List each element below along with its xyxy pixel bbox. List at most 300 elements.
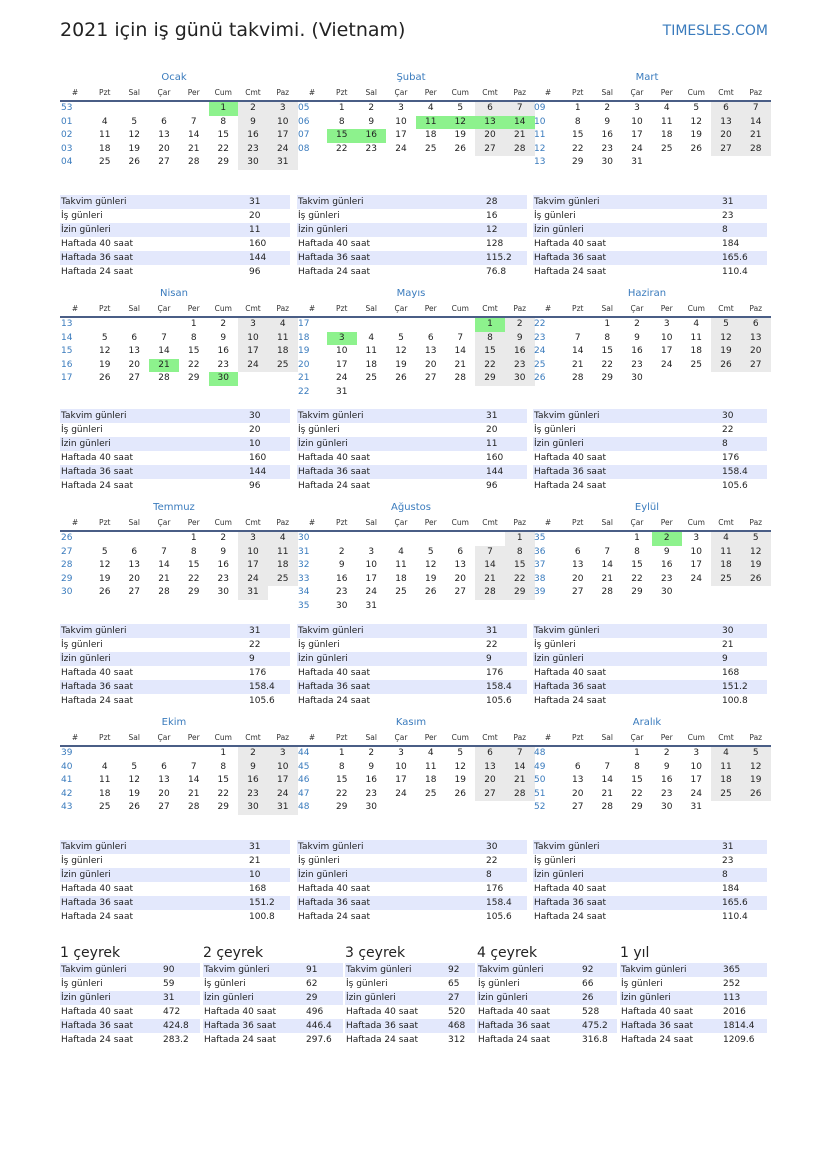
stats-label: Takvim günleri bbox=[534, 197, 600, 207]
day-cell bbox=[563, 318, 593, 332]
day-cell bbox=[505, 801, 535, 815]
stats-row bbox=[533, 680, 767, 694]
week-number: 35 bbox=[534, 533, 546, 543]
stats-label: Takvim günleri bbox=[298, 197, 364, 207]
day-cell: 3 bbox=[398, 748, 404, 758]
stats-label: Haftada 40 saat bbox=[61, 668, 133, 678]
day-cell: 28 bbox=[601, 802, 613, 812]
week-number: 17 bbox=[298, 319, 310, 329]
week-number: 46 bbox=[298, 775, 310, 785]
month-name: Mart bbox=[635, 72, 659, 83]
day-cell: 5 bbox=[693, 103, 700, 113]
stats-label: İş günleri bbox=[61, 211, 103, 221]
day-cell: 25 bbox=[99, 802, 111, 812]
day-cell: 11 bbox=[268, 546, 298, 560]
day-cell: 25 bbox=[711, 573, 741, 587]
stats-label: Takvim günleri bbox=[478, 965, 544, 975]
stats-value: 20 bbox=[486, 425, 498, 435]
stats-label: İzin günleri bbox=[61, 654, 111, 664]
weekday-header: Paz bbox=[749, 304, 763, 313]
day-cell: 6 bbox=[161, 116, 167, 127]
stats-label: Haftada 40 saat bbox=[346, 1007, 418, 1017]
stats-label: İzin günleri bbox=[534, 654, 584, 664]
day-cell bbox=[120, 102, 150, 116]
week-number: 14 bbox=[61, 332, 73, 343]
month-name: Haziran bbox=[627, 288, 667, 299]
month-stats-table bbox=[533, 195, 767, 279]
stats-value: 1209.6 bbox=[723, 1035, 755, 1045]
day-cell: 7 bbox=[161, 546, 167, 557]
day-cell: 7 bbox=[457, 332, 464, 343]
weekday-header: Paz bbox=[513, 518, 527, 527]
stats-value: 184 bbox=[722, 239, 740, 249]
day-cell: 13 bbox=[454, 560, 466, 570]
day-cell: 9 bbox=[338, 560, 345, 570]
day-cell: 27 bbox=[475, 143, 505, 157]
day-cell: 21 bbox=[149, 359, 179, 373]
day-cell: 26 bbox=[454, 143, 466, 154]
week-number: 12 bbox=[534, 143, 546, 154]
stats-row bbox=[60, 1005, 200, 1019]
weekday-header: Pzt bbox=[99, 518, 111, 527]
stats-value: 23 bbox=[722, 856, 734, 866]
week-number: 34 bbox=[298, 587, 310, 597]
week-number: 11 bbox=[534, 130, 546, 140]
day-cell: 17 bbox=[395, 775, 407, 785]
month-stats-table bbox=[297, 195, 527, 279]
day-cell bbox=[357, 386, 387, 400]
stats-value: 65 bbox=[448, 979, 460, 989]
stats-label: İzin günleri bbox=[298, 439, 348, 449]
day-cell: 28 bbox=[601, 587, 613, 597]
summary-table bbox=[477, 963, 617, 1047]
stats-row bbox=[297, 265, 527, 279]
stats-label: Haftada 40 saat bbox=[298, 668, 370, 678]
day-cell: 23 bbox=[217, 359, 229, 370]
stats-label: Haftada 36 saat bbox=[534, 682, 606, 692]
stats-label: Takvim günleri bbox=[61, 965, 127, 975]
day-cell: 12 bbox=[711, 332, 741, 346]
day-cell: 20 bbox=[454, 573, 466, 584]
day-cell: 10 bbox=[365, 560, 377, 570]
stats-label: Haftada 40 saat bbox=[298, 453, 370, 463]
day-cell: 12 bbox=[741, 546, 771, 560]
weekday-header: Sal bbox=[128, 88, 140, 97]
weekday-header: Pzt bbox=[336, 88, 348, 97]
stats-row bbox=[60, 624, 290, 638]
summary-title: 2 çeyrek bbox=[203, 945, 264, 961]
day-cell: 9 bbox=[634, 332, 640, 343]
stats-value: 312 bbox=[448, 1035, 466, 1045]
day-cell: 13 bbox=[128, 346, 140, 356]
stats-row bbox=[297, 437, 527, 451]
day-cell: 20 bbox=[128, 573, 140, 584]
day-cell bbox=[505, 600, 535, 614]
stats-row bbox=[203, 963, 343, 977]
stats-value: 165.6 bbox=[722, 253, 748, 263]
stats-value: 11 bbox=[486, 439, 498, 449]
day-cell: 30 bbox=[601, 157, 613, 167]
weekday-header: Cum bbox=[451, 518, 469, 527]
day-cell: 27 bbox=[425, 373, 437, 383]
weekday-header: Paz bbox=[749, 88, 763, 97]
stats-row bbox=[533, 910, 767, 924]
day-cell: 28 bbox=[741, 143, 771, 157]
day-cell: 4 bbox=[368, 332, 375, 343]
stats-label: Haftada 24 saat bbox=[298, 267, 370, 277]
day-cell: 26 bbox=[99, 373, 111, 383]
stats-value: 31 bbox=[722, 842, 734, 852]
weekday-header: Paz bbox=[749, 733, 763, 742]
stats-value: 158.4 bbox=[486, 682, 512, 692]
stats-label: Haftada 36 saat bbox=[204, 1021, 276, 1031]
stats-label: İş günleri bbox=[61, 425, 103, 435]
month-name: Ekim bbox=[161, 717, 187, 728]
stats-value: 160 bbox=[249, 239, 267, 249]
day-cell: 13 bbox=[475, 116, 505, 130]
stats-value: 21 bbox=[249, 856, 261, 866]
day-cell: 14 bbox=[505, 116, 535, 130]
day-cell: 13 bbox=[475, 761, 505, 775]
day-cell: 19 bbox=[99, 573, 111, 584]
stats-value: 151.2 bbox=[722, 682, 748, 692]
day-cell: 10 bbox=[631, 116, 643, 127]
day-cell: 11 bbox=[690, 332, 702, 343]
stats-label: Haftada 40 saat bbox=[534, 668, 606, 678]
weekday-header: Per bbox=[424, 518, 437, 527]
month-name: Aralık bbox=[632, 717, 662, 728]
stats-value: 10 bbox=[249, 439, 261, 449]
stats-label: Haftada 36 saat bbox=[61, 1021, 133, 1031]
weekday-header: Çar bbox=[394, 88, 408, 97]
stats-value: 2016 bbox=[723, 1007, 746, 1017]
week-number: 48 bbox=[534, 748, 546, 758]
day-cell: 30 bbox=[365, 802, 377, 812]
day-cell: 28 bbox=[188, 157, 200, 167]
day-cell: 30 bbox=[238, 156, 268, 170]
stats-row bbox=[60, 977, 200, 991]
day-cell: 15 bbox=[327, 129, 357, 143]
day-cell bbox=[711, 372, 741, 386]
weekday-header: Çar bbox=[394, 518, 408, 527]
week-number: 36 bbox=[534, 546, 546, 557]
stats-row bbox=[533, 237, 767, 251]
weekday-header: Per bbox=[187, 88, 200, 97]
day-cell: 23 bbox=[238, 143, 268, 157]
stats-label: İş günleri bbox=[534, 856, 576, 866]
day-cell: 10 bbox=[690, 761, 702, 772]
day-cell: 27 bbox=[572, 587, 584, 597]
day-cell: 5 bbox=[711, 318, 741, 332]
stats-label: Haftada 36 saat bbox=[478, 1021, 550, 1031]
weekday-header: Çar bbox=[630, 304, 644, 313]
day-cell: 25 bbox=[268, 359, 298, 373]
month-name: Mayıs bbox=[396, 288, 426, 299]
weekday-header: Paz bbox=[513, 88, 527, 97]
stats-row bbox=[60, 638, 290, 652]
day-cell: 22 bbox=[188, 359, 200, 370]
stats-value: 144 bbox=[249, 253, 267, 263]
day-cell bbox=[386, 801, 416, 815]
month-grid bbox=[533, 86, 761, 170]
day-cell: 21 bbox=[188, 143, 200, 154]
stats-value: 184 bbox=[722, 884, 740, 894]
stats-row bbox=[297, 251, 527, 265]
day-cell: 11 bbox=[99, 130, 111, 140]
day-cell bbox=[446, 600, 476, 614]
day-cell: 23 bbox=[365, 143, 377, 154]
weekday-header: Cmt bbox=[245, 304, 261, 313]
stats-label: Haftada 24 saat bbox=[61, 267, 133, 277]
day-cell: 16 bbox=[217, 346, 229, 356]
stats-label: Haftada 24 saat bbox=[204, 1035, 276, 1045]
stats-row bbox=[533, 437, 767, 451]
day-cell: 18 bbox=[99, 143, 111, 154]
day-cell: 9 bbox=[220, 332, 227, 343]
week-number: 40 bbox=[61, 761, 73, 772]
day-cell: 22 bbox=[217, 143, 229, 154]
day-cell: 14 bbox=[188, 130, 200, 140]
day-cell: 1 bbox=[209, 102, 239, 116]
day-cell: 4 bbox=[268, 532, 298, 546]
month-block bbox=[297, 288, 525, 399]
day-cell bbox=[682, 156, 712, 170]
stats-value: 22 bbox=[486, 856, 498, 866]
stats-value: 468 bbox=[448, 1021, 466, 1031]
stats-row bbox=[297, 423, 527, 437]
day-cell bbox=[475, 386, 505, 400]
day-cell: 12 bbox=[446, 116, 476, 130]
day-cell: 17 bbox=[238, 345, 268, 359]
weekday-header: Sal bbox=[601, 88, 613, 97]
day-cell bbox=[386, 386, 416, 400]
day-cell: 4 bbox=[268, 318, 298, 332]
stats-label: Haftada 36 saat bbox=[621, 1021, 693, 1031]
day-cell: 3 bbox=[663, 319, 670, 329]
weekday-header: Çar bbox=[630, 733, 644, 742]
day-cell: 6 bbox=[574, 761, 581, 772]
weekday-header: # bbox=[308, 304, 316, 313]
week-number: 01 bbox=[61, 116, 73, 127]
day-cell: 17 bbox=[631, 130, 643, 140]
weekday-header: Cmt bbox=[482, 304, 498, 313]
stats-row bbox=[533, 479, 767, 493]
day-cell: 4 bbox=[101, 116, 108, 127]
day-cell: 9 bbox=[238, 116, 268, 130]
day-cell: 15 bbox=[336, 775, 348, 785]
weekday-header: Cmt bbox=[482, 518, 498, 527]
day-cell: 2 bbox=[634, 319, 640, 329]
day-cell: 22 bbox=[217, 788, 229, 799]
day-cell: 29 bbox=[601, 373, 613, 383]
day-cell: 26 bbox=[395, 373, 407, 383]
day-cell: 27 bbox=[572, 802, 584, 812]
week-number: 17 bbox=[61, 373, 73, 383]
weekday-header: Cum bbox=[687, 88, 705, 97]
day-cell: 12 bbox=[128, 775, 140, 785]
day-cell bbox=[446, 318, 476, 332]
week-number: 39 bbox=[534, 587, 546, 597]
day-cell: 10 bbox=[238, 546, 268, 560]
day-cell: 24 bbox=[631, 143, 643, 154]
weekday-header: Per bbox=[187, 304, 200, 313]
stats-value: 158.4 bbox=[486, 898, 512, 908]
weekday-header: # bbox=[308, 518, 316, 527]
month-grid bbox=[533, 302, 761, 386]
stats-value: 168 bbox=[722, 668, 740, 678]
month-name: Ocak bbox=[161, 72, 187, 83]
stats-value: 496 bbox=[306, 1007, 324, 1017]
day-cell: 11 bbox=[268, 332, 298, 346]
day-cell: 26 bbox=[741, 788, 771, 802]
day-cell: 28 bbox=[505, 788, 535, 802]
stats-value: 424.8 bbox=[163, 1021, 189, 1031]
month-name: Eylül bbox=[634, 502, 660, 513]
brand-link[interactable]: TIMESLES.COM bbox=[662, 23, 768, 39]
stats-label: İzin günleri bbox=[534, 870, 584, 880]
stats-label: Haftada 24 saat bbox=[298, 696, 370, 706]
day-cell: 31 bbox=[631, 157, 643, 167]
day-cell: 30 bbox=[505, 372, 535, 386]
stats-row bbox=[60, 963, 200, 977]
stats-value: 16 bbox=[486, 211, 498, 221]
day-cell: 1 bbox=[604, 319, 611, 329]
week-number: 35 bbox=[298, 600, 310, 611]
day-cell: 29 bbox=[188, 373, 200, 383]
stats-value: 22 bbox=[249, 640, 261, 650]
day-cell: 18 bbox=[425, 130, 437, 140]
day-cell: 1 bbox=[338, 748, 345, 758]
stats-row bbox=[533, 694, 767, 708]
day-cell: 2 bbox=[652, 532, 682, 546]
weekday-header: Cmt bbox=[718, 518, 734, 527]
weekday-header: Cum bbox=[214, 304, 232, 313]
weekday-header: Cum bbox=[687, 518, 705, 527]
weekday-header: Sal bbox=[128, 304, 140, 313]
day-cell: 8 bbox=[634, 761, 640, 772]
weekday-header: Sal bbox=[365, 518, 377, 527]
month-name: Nisan bbox=[160, 288, 188, 299]
week-number: 08 bbox=[298, 143, 310, 154]
month-name: Ağustos bbox=[391, 502, 431, 513]
stats-value: 9 bbox=[249, 654, 255, 664]
day-cell: 22 bbox=[188, 573, 200, 584]
stats-label: Haftada 40 saat bbox=[621, 1007, 693, 1017]
stats-row bbox=[533, 840, 767, 854]
stats-row bbox=[620, 977, 767, 991]
day-cell: 15 bbox=[572, 130, 584, 140]
day-cell: 1 bbox=[574, 103, 581, 113]
day-cell: 3 bbox=[268, 102, 298, 116]
day-cell: 21 bbox=[475, 573, 505, 587]
day-cell bbox=[268, 372, 298, 386]
stats-row bbox=[533, 451, 767, 465]
weekday-header: # bbox=[544, 518, 552, 527]
stats-label: Haftada 24 saat bbox=[346, 1035, 418, 1045]
day-cell: 21 bbox=[158, 573, 170, 584]
stats-row bbox=[203, 1033, 343, 1047]
weekday-header: Pzt bbox=[99, 733, 111, 742]
day-cell: 16 bbox=[336, 573, 348, 584]
day-cell bbox=[327, 532, 357, 546]
day-cell bbox=[386, 600, 416, 614]
stats-value: 176 bbox=[249, 668, 267, 678]
day-cell bbox=[416, 318, 446, 332]
day-cell: 15 bbox=[188, 346, 200, 356]
week-number: 05 bbox=[298, 103, 310, 113]
stats-label: Takvim günleri bbox=[61, 411, 127, 421]
summary-title: 1 çeyrek bbox=[60, 945, 121, 961]
stats-row bbox=[477, 1019, 617, 1033]
weekday-header: # bbox=[71, 518, 79, 527]
stats-value: 31 bbox=[249, 197, 261, 207]
stats-row bbox=[297, 638, 527, 652]
stats-row bbox=[533, 882, 767, 896]
day-cell: 16 bbox=[601, 130, 613, 140]
stats-value: 96 bbox=[486, 481, 498, 491]
stats-value: 472 bbox=[163, 1007, 181, 1017]
day-cell bbox=[652, 372, 682, 386]
day-cell: 8 bbox=[190, 546, 197, 557]
day-cell: 24 bbox=[395, 788, 407, 799]
stats-value: 90 bbox=[163, 965, 175, 975]
weekday-header: Cmt bbox=[245, 518, 261, 527]
month-name: Temmuz bbox=[153, 502, 195, 513]
day-cell: 7 bbox=[505, 102, 535, 116]
day-cell: 2 bbox=[368, 103, 375, 113]
weekday-header: Paz bbox=[276, 88, 290, 97]
day-cell: 7 bbox=[604, 761, 611, 772]
day-cell: 18 bbox=[711, 559, 741, 573]
day-cell bbox=[238, 372, 268, 386]
day-cell: 18 bbox=[268, 559, 298, 573]
day-cell: 6 bbox=[574, 546, 581, 557]
weekday-header: Per bbox=[424, 88, 437, 97]
day-cell: 5 bbox=[457, 748, 464, 758]
stats-row bbox=[60, 237, 290, 251]
day-cell: 18 bbox=[395, 573, 407, 584]
weekday-header: Sal bbox=[365, 733, 377, 742]
stats-value: 20 bbox=[249, 211, 261, 221]
day-cell: 16 bbox=[238, 774, 268, 788]
day-cell: 12 bbox=[741, 761, 771, 775]
day-cell: 21 bbox=[454, 359, 466, 370]
day-cell bbox=[741, 586, 771, 600]
day-cell bbox=[593, 747, 623, 761]
day-cell: 22 bbox=[505, 573, 535, 587]
stats-value: 30 bbox=[722, 411, 734, 421]
day-cell: 18 bbox=[711, 774, 741, 788]
week-number: 49 bbox=[534, 761, 546, 772]
stats-row bbox=[60, 437, 290, 451]
stats-label: Haftada 40 saat bbox=[61, 1007, 133, 1017]
weekday-header: Per bbox=[187, 733, 200, 742]
day-cell: 13 bbox=[128, 560, 140, 570]
day-cell: 30 bbox=[661, 802, 673, 812]
stats-value: 92 bbox=[582, 965, 594, 975]
weekday-header: Cmt bbox=[482, 88, 498, 97]
stats-row bbox=[620, 991, 767, 1005]
week-number: 30 bbox=[298, 533, 310, 543]
stats-label: Haftada 24 saat bbox=[534, 481, 606, 491]
stats-label: Takvim günleri bbox=[298, 411, 364, 421]
weekday-header: Per bbox=[660, 88, 673, 97]
stats-row bbox=[533, 223, 767, 237]
day-cell: 31 bbox=[365, 600, 377, 611]
day-cell: 17 bbox=[268, 774, 298, 788]
day-cell: 11 bbox=[365, 346, 377, 356]
stats-value: 520 bbox=[448, 1007, 466, 1017]
